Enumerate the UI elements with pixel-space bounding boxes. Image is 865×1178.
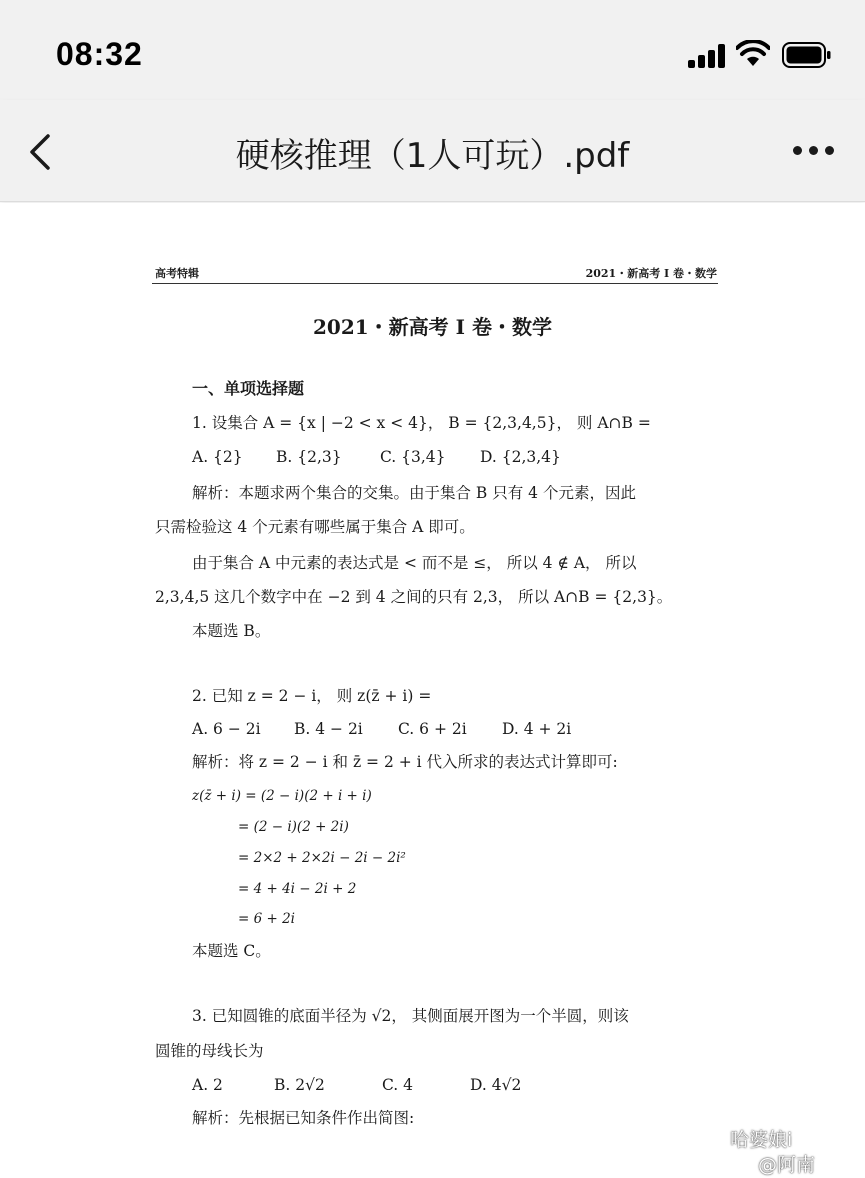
- document-title: 硬核推理（1人可玩）.pdf: [235, 136, 630, 176]
- header-divider: [152, 283, 718, 284]
- more-options-icon[interactable]: [793, 146, 835, 156]
- q3-option-d: D. 4√2: [470, 1076, 522, 1094]
- q3-stem-line2: 圆锥的母线长为: [155, 1042, 264, 1060]
- q1-option-d: D. {2,3,4}: [480, 448, 561, 466]
- page-header-left: 高考特辑: [155, 267, 199, 280]
- q1-analysis-line4: 2,3,4,5 这几个数字中在 −2 到 4 之间的只有 2,3， 所以 A∩B = {2,3}。: [155, 588, 673, 606]
- q2-option-c: C. 6 + 2i: [398, 720, 467, 738]
- pdf-page[interactable]: [0, 203, 865, 1178]
- nav-bar: [0, 100, 865, 202]
- q1-option-b: B. {2,3}: [276, 448, 342, 466]
- q2-step-1: z(z̄ + i) = (2 − i)(2 + i + i): [192, 788, 372, 804]
- q1-analysis-line2: 只需检验这 4 个元素有哪些属于集合 A 即可。: [155, 518, 475, 536]
- q2-analysis: 解析：将 z = 2 − i 和 z̄ = 2 + i 代入所求的表达式计算即可:: [192, 753, 618, 771]
- exam-title: 2021・新高考 I 卷・数学: [313, 315, 552, 339]
- q2-option-a: A. 6 − 2i: [192, 720, 261, 738]
- q3-option-c: C. 4: [382, 1076, 414, 1094]
- q1-option-a: A. {2}: [192, 448, 243, 466]
- signal-icon: [688, 44, 728, 68]
- back-chevron-icon[interactable]: [22, 130, 62, 174]
- q2-step-4: = 4 + 4i − 2i + 2: [238, 881, 357, 897]
- watermark-line1: 哈婆娘i: [730, 1129, 793, 1151]
- q3-analysis: 解析：先根据已知条件作出简图:: [192, 1109, 415, 1127]
- status-time: 08:32: [56, 36, 143, 72]
- wifi-icon: [736, 40, 770, 68]
- q2-step-5: = 6 + 2i: [238, 911, 295, 927]
- q3-stem-line1: 3. 已知圆锥的底面半径为 √2， 其侧面展开图为一个半圆，则该: [192, 1007, 629, 1025]
- section-heading: 一、单项选择题: [192, 379, 305, 398]
- q2-option-b: B. 4 − 2i: [294, 720, 363, 738]
- battery-icon: [782, 42, 832, 68]
- q1-stem: 1. 设集合 A = {x | −2 < x < 4}， B = {2,3,4,5}， 则 A∩B =: [192, 414, 651, 432]
- watermark-line2: @阿南: [758, 1154, 816, 1176]
- q2-step-3: = 2×2 + 2×2i − 2i − 2i²: [238, 850, 406, 866]
- page-header-right: 2021・新高考 I 卷・数学: [585, 267, 717, 280]
- q1-analysis-line3: 由于集合 A 中元素的表达式是 < 而不是 ≤， 所以 4 ∉ A， 所以: [192, 554, 637, 572]
- q1-answer: 本题选 B。: [192, 622, 271, 640]
- q2-step-2: = (2 − i)(2 + 2i): [238, 819, 349, 835]
- status-bar: [0, 0, 865, 100]
- q2-option-d: D. 4 + 2i: [502, 720, 572, 738]
- q1-option-c: C. {3,4}: [380, 448, 446, 466]
- q3-option-b: B. 2√2: [274, 1076, 325, 1094]
- q2-stem: 2. 已知 z = 2 − i， 则 z(z̄ + i) =: [192, 687, 432, 705]
- q1-analysis-line1: 解析：本题求两个集合的交集。由于集合 B 只有 4 个元素，因此: [192, 484, 636, 502]
- q3-option-a: A. 2: [192, 1076, 223, 1094]
- q2-answer: 本题选 C。: [192, 942, 271, 960]
